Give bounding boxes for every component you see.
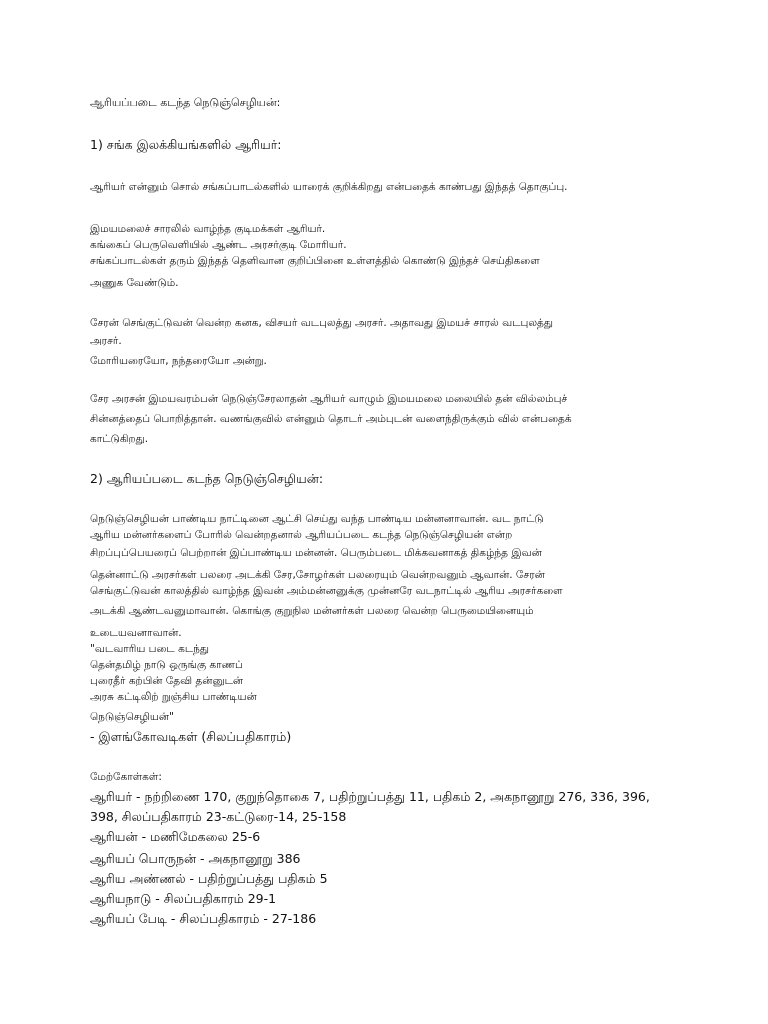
para2-line: மோரியரையோ, நந்தரையோ அன்று. [90, 355, 267, 367]
doc-title: ஆரியப்படை கடந்த நெடுஞ்செழியன்: [90, 96, 281, 109]
quote-line: புரைதீர் கற்பின் தேவி தன்னுடன் [90, 675, 244, 687]
para2-line: சேரன் செங்குட்டுவன் வென்ற கனக, விசயர் வடபுலத்து அரசர். அதாவது இமயச் சாரல் வடபுலத்து [90, 317, 553, 329]
para2-line: அரசர். [90, 335, 122, 347]
quote-line: "வடவாரிய படை கடந்து [90, 643, 210, 655]
para4-line: நெடுஞ்செழியன் பாண்டிய நாட்டினை ஆட்சி செய்து வந்த பாண்டிய மன்னனாவான். வட நாட்டு [90, 513, 544, 525]
para4-line: உடையவனாவான். [90, 627, 182, 639]
para4-line: சிறப்புப்பெயரைப் பெற்றான் இப்பாண்டிய மன்னன். பெரும்படை மிக்கவனாகத் திகழ்ந்த இவன் [90, 547, 542, 559]
quote-line: நெடுஞ்செழியன்" [90, 711, 174, 723]
para1-line: கங்கைப் பெருவெளியில் ஆண்ட அரசர்குடி மோரியர். [90, 239, 347, 251]
para4-line: தென்னாட்டு அரசர்கள் பலரை அடக்கி சேர,சோழர்கள் பலரையும் வென்றவனும் ஆவான். சேரன் [90, 569, 545, 581]
para3-line: காட்டுகிறது. [90, 433, 149, 445]
quote-line: தென்தமிழ் நாடு ஒருங்கு காணப் [90, 659, 243, 671]
quote-source: - இளங்கோவடிகள் (சிலப்பதிகாரம்) [90, 729, 292, 744]
para3-line: சின்னத்தைப் பொறித்தான். வணங்குவில் என்னும் தொடர் அம்புடன் வளைந்திருக்கும் வில் என்பதைக் [90, 413, 572, 425]
intro-line: ஆரியர் என்னும் சொல் சங்கப்பாடல்களில் யாரைக் குறிக்கிறது என்பதைக் காண்பது இந்தத் தொகுப்பு. [90, 181, 568, 193]
para4-line: ஆரிய மன்னர்களைப் போரில் வென்றதனால் ஆரியப்படை கடந்த நெடுஞ்செழியன் என்ற [90, 529, 513, 541]
section2-heading: 2) ஆரியப்படை கடந்த நெடுஞ்செழியன்: [90, 471, 324, 486]
para1-line: இமயமலைச் சாரலில் வாழ்ந்த குடிமக்கள் ஆரியர். [90, 223, 326, 235]
quote-line: அரசு கட்டிலிற் றுஞ்சிய பாண்டியன் [90, 691, 257, 703]
ref-line: ஆரியன் - மணிமேகலை 25-6 [90, 829, 261, 844]
para1-line: அணுக வேண்டும். [90, 277, 179, 289]
section1-heading: 1) சங்க இலக்கியங்களில் ஆரியர்: [90, 137, 282, 152]
para3-line: சேர அரசன் இமயவரம்பன் நெடுஞ்சேரலாதன் ஆரியர் வாழும் இமயமலை மலையில் தன் வில்லம்புச் [90, 393, 568, 405]
para1-line: சங்கப்பாடல்கள் தரும் இந்தத் தெளிவான குறிப்பினை உள்ளத்தில் கொண்டு இந்தச் செய்திகளை [90, 255, 540, 267]
ref-line: ஆரியப் பொருநன் - அகநானூறு 386 [90, 851, 301, 866]
ref-line: ஆரியநாடு - சிலப்பதிகாரம் 29-1 [90, 891, 277, 906]
ref-line: ஆரிய அண்ணல் - பதிற்றுப்பத்து பதிகம் 5 [90, 871, 328, 886]
ref-line: ஆரியர் - நற்றிணை 170, குறுந்தொகை 7, பதிற்றுப்பத்து 11, பதிகம் 2, அகநானூறு 276, 336, 396, [90, 789, 650, 804]
ref-line: 398, சிலப்பதிகாரம் 23-கட்டுரை-14, 25-158 [90, 809, 347, 824]
para4-line: செங்குட்டுவன் காலத்தில் வாழ்ந்த இவன் அம்மன்னனுக்கு முன்னரே வடநாட்டில் ஆரிய அரசர்களை [90, 585, 563, 597]
ref-line: ஆரியப் பேடி - சிலப்பதிகாரம் - 27-186 [90, 911, 317, 926]
refs-heading: மேற்கோள்கள்: [90, 771, 162, 783]
para4-line: அடக்கி ஆண்டவனுமாவான். கொங்கு குறுநில மன்னர்கள் பலரை வென்ற பெருமையினையும் [90, 605, 534, 617]
